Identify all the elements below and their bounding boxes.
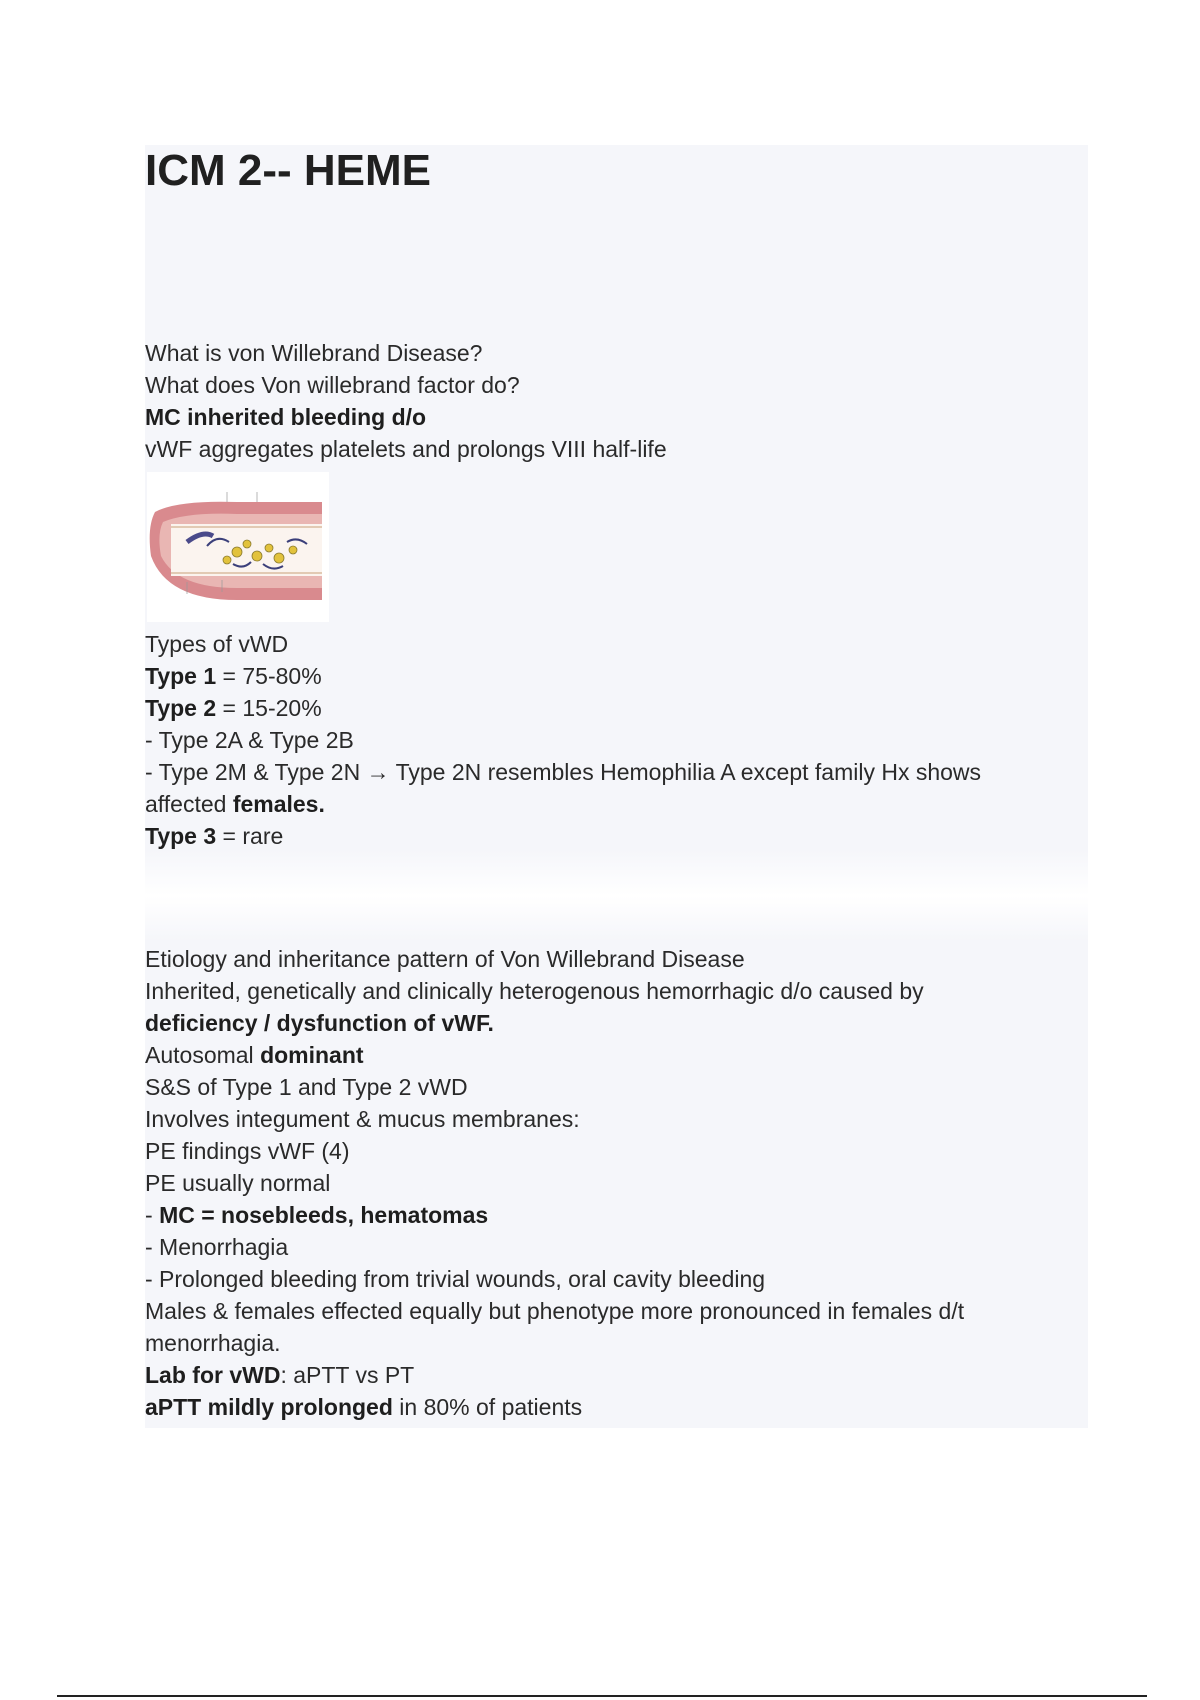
pe-findings-line: PE findings vWF (4) <box>145 1138 350 1164</box>
blood-vessel-illustration <box>147 472 329 622</box>
faint-watermark-band <box>145 850 1088 942</box>
sex-distribution-line: Males & females effected equally but phenotype more pronounced in females d/t <box>145 1298 965 1324</box>
type-3-line: Type 3 = rare <box>145 823 284 849</box>
vwd-types-section <box>145 628 1065 852</box>
types-heading: Types of vWD <box>145 631 289 657</box>
menorrhagia-line: - Menorrhagia <box>145 1234 289 1260</box>
etiology-description: Inherited, genetically and clinically heterogenous hemorrhagic d/o caused by <box>145 978 924 1004</box>
type-2-subtypes-b: - Type 2M & Type 2N → Type 2N resembles Hemophilia A except family Hx shows <box>145 759 982 785</box>
aptt-line: aPTT mildly prolonged in 80% of patients <box>145 1394 583 1420</box>
question-what-is-vwd: What is von Willebrand Disease? <box>145 340 483 366</box>
question-vwf-function: What does Von willebrand factor do? <box>145 372 520 398</box>
sex-distribution-cont: menorrhagia. <box>145 1330 281 1356</box>
inheritance-line: Autosomal dominant <box>145 1042 364 1068</box>
pe-normal-line: PE usually normal <box>145 1170 331 1196</box>
footer-rule <box>57 1695 1147 1697</box>
answer-mc-bleeding: MC inherited bleeding d/o <box>145 404 427 430</box>
lab-line: Lab for vWD: aPTT vs PT <box>145 1362 415 1388</box>
type-2-line: Type 2 = 15-20% <box>145 695 322 721</box>
type-1-line: Type 1 = 75-80% <box>145 663 322 689</box>
answer-vwf-function: vWF aggregates platelets and prolongs VIII half-life <box>145 436 667 462</box>
etiology-cause: deficiency / dysfunction of vWF. <box>145 1010 494 1036</box>
page-title: ICM 2-- HEME <box>145 146 431 195</box>
etiology-heading: Etiology and inheritance pattern of Von Willebrand Disease <box>145 946 745 972</box>
type-2-subtypes-a: - Type 2A & Type 2B <box>145 727 354 753</box>
vwd-definition-section <box>145 337 1065 465</box>
etiology-section <box>145 943 1065 1423</box>
mc-symptoms-line: - MC = nosebleeds, hematomas <box>145 1202 489 1228</box>
type-2n-note: affected females. <box>145 791 325 817</box>
integument-line: Involves integument & mucus membranes: <box>145 1106 580 1132</box>
prolonged-bleeding-line: - Prolonged bleeding from trivial wounds, oral cavity bleeding <box>145 1266 766 1292</box>
signs-symptoms-heading: S&S of Type 1 and Type 2 vWD <box>145 1074 468 1100</box>
